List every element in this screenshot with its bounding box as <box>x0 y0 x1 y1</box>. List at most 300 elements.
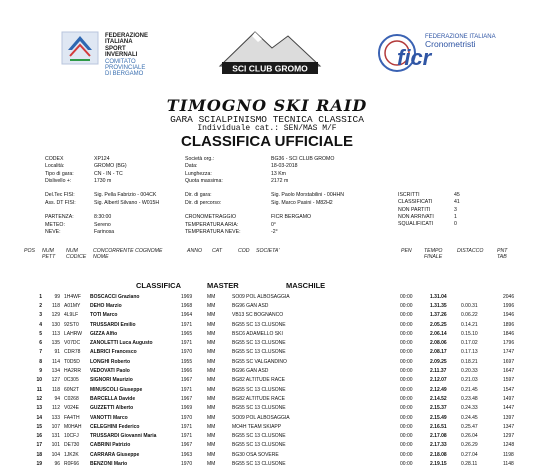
info-left-label: Tipo di gara: <box>45 170 74 177</box>
cell-name: LONGHI Roberto <box>90 358 130 365</box>
cell-cod: 0C305 <box>64 377 79 384</box>
cell-dist: 0.14.21 <box>461 321 478 328</box>
cell-pen: 00:00 <box>400 349 413 356</box>
cell-tempo: 1.37.26 <box>430 312 447 319</box>
gromo-logo-text: SCI CLUB GROMO <box>232 63 308 74</box>
info-left-label: Ass. DT FISI: <box>45 199 76 206</box>
info-mid-value <box>271 207 344 214</box>
cell-anno: 1969 <box>181 293 193 300</box>
table-row <box>30 292 523 301</box>
ficr-line: FEDERAZIONE ITALIANA <box>425 34 496 40</box>
cell-cod: DE730 <box>64 442 80 449</box>
info-left-label <box>45 207 76 214</box>
cell-pnt: 1347 <box>503 423 515 430</box>
cell-soc: BG96 GAN ASD <box>232 302 269 309</box>
cell-dist: 0.24.33 <box>461 405 478 412</box>
cell-anno: 1971 <box>181 321 193 328</box>
info-mid-label: Dir. di percorso: <box>185 199 222 206</box>
cell-anno: 1967 <box>181 442 193 449</box>
cell-cod: CDR78 <box>64 349 81 356</box>
table-row <box>30 404 523 413</box>
cell-cod: A01MY <box>64 302 81 309</box>
fisi-sub: COMITATO <box>105 58 136 65</box>
cell-soc: BG55 SC 13 CLUSONE <box>232 349 286 356</box>
cell-tempo: 2.18.08 <box>430 451 447 458</box>
cell-pen: 00:00 <box>400 377 413 384</box>
cell-pett: 104 <box>51 451 60 458</box>
cell-pos: 15 <box>36 423 42 430</box>
info-mid-value: FICR BERGAMO <box>271 214 312 221</box>
cell-cod: T0D5D <box>64 358 80 365</box>
cell-dist: 0.21.03 <box>461 377 478 384</box>
results-table <box>30 292 523 469</box>
info-mid-values <box>271 156 344 236</box>
info-left-label: METEO: <box>45 221 65 228</box>
cell-pett: 134 <box>51 368 60 375</box>
table-row <box>30 329 523 338</box>
cell-dist: 0.17.02 <box>461 340 478 347</box>
cell-cod: C0268 <box>64 395 79 402</box>
cell-tempo: 1.31.35 <box>430 302 447 309</box>
cell-pos: 5 <box>39 330 42 337</box>
cell-cod: HA2RR <box>64 368 81 375</box>
cell-cod: 10CFJ <box>64 433 79 440</box>
cell-pett: 129 <box>51 312 60 319</box>
cell-cat: MM <box>207 442 216 449</box>
info-mid-label: TEMPERATURA ARIA: <box>185 221 239 228</box>
cell-pen: 00:00 <box>400 358 413 365</box>
cell-name: GIZZA Alfio <box>90 330 118 337</box>
cell-pnt: 1697 <box>503 358 515 365</box>
table-row <box>30 459 523 468</box>
cell-tempo: 2.14.52 <box>430 395 447 402</box>
cell-soc: SO09 POL ALBOSAGGIA <box>232 414 290 421</box>
cell-cod: LAHRW <box>64 330 82 337</box>
cell-soc: BG55 SC VALGANDINO <box>232 358 287 365</box>
cell-pos: 2 <box>39 302 42 309</box>
cell-tempo: 2.19.15 <box>430 460 447 467</box>
cell-cat: MM <box>207 349 216 356</box>
cell-cat: MM <box>207 386 216 393</box>
cell-pnt: 1248 <box>503 442 515 449</box>
info-left-label: NEVE: <box>45 228 61 235</box>
cell-dist <box>461 292 503 301</box>
info-left-label: CODEX <box>45 156 64 162</box>
info-mid-value: 0° <box>271 221 276 228</box>
cell-pos: 11 <box>36 386 42 393</box>
cell-soc: BG82 ALTITUDE RACE <box>232 395 285 402</box>
info-left-values <box>94 156 159 236</box>
cell-pen: 00:00 <box>400 460 413 467</box>
cell-cat: MM <box>207 340 216 347</box>
cell-dist: 0.15.10 <box>461 330 478 337</box>
cell-dist: 0.26.29 <box>461 442 478 449</box>
info-right-value: 45 <box>454 192 460 198</box>
cell-cat: MM <box>207 395 216 402</box>
cell-anno: 1955 <box>181 358 193 365</box>
info-right-value: 3 <box>454 206 457 213</box>
info-mid-label: Quota massima: <box>185 177 223 184</box>
cell-anno: 1970 <box>181 460 193 467</box>
cell-tempo: 2.06.14 <box>430 330 447 337</box>
cell-tempo: 2.09.25 <box>430 358 447 365</box>
cell-dist: 0.17.13 <box>461 349 478 356</box>
fisi-logo <box>60 28 100 68</box>
cell-cat: MM <box>207 460 216 467</box>
sci-club-gromo-logo <box>210 22 330 80</box>
cell-pett: 130 <box>51 321 60 328</box>
cell-name: BOSCACCI Graziano <box>90 293 140 300</box>
cell-anno: 1967 <box>181 377 193 384</box>
info-mid-label <box>185 185 241 192</box>
cell-pnt: 1896 <box>503 321 515 328</box>
cell-soc: BG55 SC 13 CLUSONE <box>232 405 286 412</box>
ficr-logo <box>375 28 496 78</box>
info-mid-value: 18-03-2018 <box>271 163 298 170</box>
info-mid-label: Data: <box>185 163 198 170</box>
cell-soc: MO4H TEAM SKIAPP <box>232 423 282 430</box>
info-left-label: PARTENZA: <box>45 214 74 221</box>
cell-dist: 0.25.47 <box>461 423 478 430</box>
info-left-label: Dislivello +: <box>45 177 72 184</box>
cell-anno: 1964 <box>181 312 193 319</box>
cell-name: GUZZETTI Alberto <box>90 405 134 412</box>
cell-pen: 00:00 <box>400 368 413 375</box>
col-cod: COD <box>238 248 250 254</box>
info-right-label: SQUALIFICATI <box>398 221 434 228</box>
info-mid-label <box>185 207 241 214</box>
info-right-label: ISCRITTI <box>398 192 420 198</box>
cell-pen: 00:00 <box>400 321 413 328</box>
cell-cod: R0F66 <box>64 460 80 467</box>
info-left-label <box>45 185 76 192</box>
cell-cat: MM <box>207 293 216 300</box>
cell-cod: 1H4WF <box>64 293 81 300</box>
cell-tempo: 2.17.08 <box>430 433 447 440</box>
cell-pen: 00:00 <box>400 395 413 402</box>
race-category: Individuale cat.: SEN/MAS M/F <box>197 124 337 133</box>
cell-cat: MM <box>207 405 216 412</box>
table-row <box>30 413 523 422</box>
fisi-line: ITALIANA <box>105 39 133 46</box>
cell-name: SIGNORI Maurizio <box>90 377 133 384</box>
cell-cod: FA4TH <box>64 414 80 421</box>
cell-cat: MM <box>207 358 216 365</box>
cell-pen: 00:00 <box>400 433 413 440</box>
cell-pett: 94 <box>54 395 60 402</box>
cell-cat: MM <box>207 312 216 319</box>
cell-cat: MM <box>207 433 216 440</box>
info-left-label: Località: <box>45 163 65 170</box>
info-right-label: CLASSIFICATI <box>398 199 433 206</box>
cell-pen: 00:00 <box>400 330 413 337</box>
fisi-sub: DI BERGAMO <box>105 71 144 78</box>
cell-cod: 92ST0 <box>64 321 79 328</box>
table-row <box>30 301 523 310</box>
cell-tempo: 2.11.37 <box>430 368 447 375</box>
cell-anno: 1966 <box>181 368 193 375</box>
info-right-value: 1 <box>454 213 457 220</box>
cell-pen: 00:00 <box>400 312 413 319</box>
info-mid-value: Sig. Marco Pasini - M82H2 <box>271 199 333 206</box>
cell-name: CARRARA Giuseppe <box>90 451 140 458</box>
cell-soc: BG82 ALTITUDE RACE <box>232 377 285 384</box>
cell-pett: 135 <box>51 340 60 347</box>
cell-pett: 107 <box>51 423 60 430</box>
cell-dist: 0.26.04 <box>461 433 478 440</box>
col-pen: PEN <box>401 248 412 254</box>
cell-pnt: 1747 <box>503 349 515 356</box>
info-left-value: Farinosa <box>94 228 115 235</box>
cell-pnt: 1397 <box>503 414 515 421</box>
cell-pen: 00:00 <box>400 442 413 449</box>
cell-pen: 00:00 <box>400 451 413 458</box>
cell-cat: MM <box>207 368 216 375</box>
cell-tempo: 2.08.17 <box>430 349 447 356</box>
cell-pett: 101 <box>51 442 60 449</box>
race-subtitle: GARA SCIALPINISMO TECNICA CLASSICA <box>170 114 364 125</box>
info-mid-value: -2° <box>271 228 278 235</box>
cell-soc: BG55 SC 13 CLUSONE <box>232 442 286 449</box>
col-societa: SOCIETA' <box>256 248 280 254</box>
table-row <box>30 450 523 459</box>
fisi-text <box>105 33 148 78</box>
ficr-word: ficr <box>397 45 432 70</box>
col-anno: ANNO <box>187 248 202 254</box>
cell-pos: 4 <box>39 321 42 328</box>
info-mid-label: Lunghezza: <box>185 170 212 177</box>
fisi-line: INVERNALI <box>105 52 138 59</box>
cell-name: VEDOVATI Paolo <box>90 368 130 375</box>
cell-name: TRUSSARDI Giovanni Maria <box>90 433 157 440</box>
cell-pnt: 1198 <box>503 451 514 458</box>
cell-pen: 00:00 <box>400 302 413 309</box>
cell-pos: 14 <box>36 414 42 421</box>
info-right-labels <box>398 192 434 228</box>
cell-cat: MM <box>207 302 216 309</box>
col-cat: CAT <box>212 248 222 254</box>
cell-pett: 118 <box>52 386 60 393</box>
cell-soc: BG30 OSA SOVERE <box>232 451 279 458</box>
cell-pen: 00:00 <box>400 340 413 347</box>
cell-pen: 00:00 <box>400 386 413 393</box>
cell-soc: BG55 SC 13 CLUSONE <box>232 321 286 328</box>
col-distacco: DISTACCO <box>457 248 484 254</box>
cell-tempo: 2.12.07 <box>430 377 447 384</box>
cell-tempo: 2.17.33 <box>430 442 447 449</box>
cell-tempo: 1.31.04 <box>430 293 447 300</box>
table-row <box>30 348 523 357</box>
info-left-value: Sereno <box>94 221 111 228</box>
cell-pos: 10 <box>36 377 42 384</box>
cell-name: MINUSCOLI Giuseppe <box>90 386 143 393</box>
cell-anno: 1971 <box>181 386 193 393</box>
cell-pos: 3 <box>39 312 42 319</box>
cell-tempo: 2.05.25 <box>430 321 447 328</box>
cell-tempo: 2.15.37 <box>430 405 447 412</box>
info-left-value: XP124 <box>94 156 110 162</box>
cell-pos: 16 <box>36 433 42 440</box>
cell-pett: 118 <box>52 302 60 309</box>
cell-pett: 99 <box>54 293 60 300</box>
cell-cat: MM <box>207 377 216 384</box>
col-pnt: PNT TAB <box>497 248 508 260</box>
col-pos: POS <box>24 248 35 254</box>
cell-dist: 0.06.22 <box>461 312 478 319</box>
table-row <box>30 357 523 366</box>
cell-pett: 91 <box>54 349 60 356</box>
cell-dist: 0.00.31 <box>461 302 478 309</box>
cat-master: MASTER <box>207 281 239 290</box>
col-codice: NUM CODICE <box>66 248 87 260</box>
cell-pos: 17 <box>36 442 42 449</box>
cell-name: ALBRICI Francesco <box>90 349 137 356</box>
info-right-label: NON PARTITI <box>398 206 431 213</box>
cell-cod: M0HAH <box>64 423 82 430</box>
info-mid-value: 2172 m <box>271 177 289 184</box>
table-row <box>30 320 523 329</box>
cell-cat: MM <box>207 451 216 458</box>
cell-tempo: 2.15.49 <box>430 414 447 421</box>
info-mid-value: BG36 - SCI CLUB GROMO <box>271 156 335 162</box>
cell-soc: BG55 SC 13 CLUSONE <box>232 340 286 347</box>
info-left-value <box>94 185 159 192</box>
cell-pos: 13 <box>36 405 42 412</box>
cell-pos: 19 <box>36 460 42 467</box>
cell-pen: 00:00 <box>400 293 413 300</box>
fisi-line: SPORT <box>105 45 126 52</box>
col-name: CONCORRENTE COGNOME NOME <box>93 248 163 260</box>
cell-pnt: 1996 <box>503 302 515 309</box>
cell-anno: 1970 <box>181 414 193 421</box>
info-right-value: 41 <box>454 199 460 206</box>
info-mid-value: 13 Km <box>271 170 286 177</box>
cell-pnt: 1447 <box>503 405 515 412</box>
cell-cat: MM <box>207 414 216 421</box>
cell-soc: BG55 SC 13 CLUSONE <box>232 386 286 393</box>
cell-pen: 00:00 <box>400 405 413 412</box>
cell-dist: 0.20.33 <box>461 368 478 375</box>
info-mid-label: Dir. di gara: <box>185 192 212 199</box>
info-mid-value: Sig. Paolo Morstabilini - 00HHN <box>271 192 344 199</box>
cell-name: ZANOLETTI Luca Augusto <box>90 340 153 347</box>
cell-soc: BG96 GAN ASD <box>232 368 269 375</box>
table-row <box>30 338 523 347</box>
info-left-labels <box>45 156 76 236</box>
cell-name: TOTI Marco <box>90 312 118 319</box>
info-right-label: NON ARRIVATI <box>398 213 434 220</box>
cell-pos: 6 <box>39 340 42 347</box>
cell-dist: 0.21.45 <box>461 386 478 393</box>
cell-tempo: 2.08.06 <box>430 340 447 347</box>
col-pett: NUM PETT <box>42 248 56 260</box>
cell-pett: 113 <box>52 330 60 337</box>
cat-classifica: CLASSIFICA <box>136 281 181 290</box>
table-row <box>30 376 523 385</box>
cell-pett: 96 <box>54 460 60 467</box>
cell-anno: 1963 <box>181 451 193 458</box>
cell-pnt: 1946 <box>503 312 515 319</box>
cell-pett: 133 <box>51 414 60 421</box>
table-row <box>30 394 523 403</box>
cell-cat: MM <box>207 330 216 337</box>
cell-anno: 1965 <box>181 330 193 337</box>
info-left-value <box>94 207 159 214</box>
cell-soc: SO09 POL ALBOSAGGIA <box>232 293 290 300</box>
cell-cod: V07DC <box>64 340 81 347</box>
info-right-values <box>454 192 460 228</box>
info-left-value: 1730 m <box>94 177 112 184</box>
table-row <box>30 366 523 375</box>
info-mid-labels <box>185 156 241 236</box>
table-row <box>30 431 523 440</box>
cell-pos: 8 <box>39 358 42 365</box>
fisi-sub: PROVINCIALE <box>105 65 146 72</box>
cell-pnt: 2046 <box>503 293 515 300</box>
table-row <box>30 441 523 450</box>
cell-pnt: 1597 <box>503 377 515 384</box>
cell-pett: 127 <box>51 377 60 384</box>
ficr-line: Cronometristi <box>425 39 476 49</box>
classifica-ufficiale: CLASSIFICA UFFICIALE <box>181 133 353 150</box>
cell-pos: 1 <box>39 293 42 300</box>
cell-pos: 18 <box>36 451 42 458</box>
cell-cod: 1JK2K <box>64 451 79 458</box>
cell-pnt: 1796 <box>503 340 515 347</box>
cell-dist: 0.27.04 <box>461 451 478 458</box>
cell-anno: 1969 <box>181 405 193 412</box>
table-row <box>30 311 523 320</box>
cell-anno: 1970 <box>181 349 193 356</box>
table-row <box>30 385 523 394</box>
table-row <box>30 422 523 431</box>
cell-dist: 0.28.11 <box>461 460 478 467</box>
cell-soc: BSC6 ADAMELLO SKI <box>232 330 283 337</box>
cell-name: DEHO Marzio <box>90 302 122 309</box>
col-tempo: TEMPO FINALE <box>424 248 443 260</box>
info-mid-label: TEMPERATURA NEVE: <box>185 228 241 235</box>
info-left-label: Del.Tec FISI: <box>45 192 75 199</box>
cell-soc: BG55 SC 13 CLUSONE <box>232 460 286 467</box>
cell-name: BENZONI Mario <box>90 460 128 467</box>
cell-cat: MM <box>207 423 216 430</box>
cell-anno: 1967 <box>181 395 193 402</box>
cell-tempo: 2.16.51 <box>430 423 447 430</box>
cell-pnt: 1647 <box>503 368 515 375</box>
info-left-value: Sig. Albertl Silvano - W015H <box>94 199 160 206</box>
info-left-value: GROMO (BG) <box>94 163 127 170</box>
cell-anno: 1971 <box>181 340 193 347</box>
cell-pnt: 1497 <box>503 395 515 402</box>
cell-tempo: 2.12.49 <box>430 386 447 393</box>
cell-pnt: 1547 <box>503 386 515 393</box>
cell-pett: 112 <box>52 405 60 412</box>
info-left-value: 8:30:00 <box>94 214 112 221</box>
info-mid-value <box>271 185 344 192</box>
cell-name: TRUSSARDI Emilio <box>90 321 136 328</box>
cell-anno: 1971 <box>181 433 193 440</box>
info-left-value: CN - IN - TC <box>94 170 123 177</box>
info-left-value: Sig. Pella Fabrizio - 004CK <box>94 192 157 199</box>
info-mid-label: CRONOMETRAGGIO <box>185 214 237 221</box>
cell-anno: 1971 <box>181 423 193 430</box>
cell-pnt: 1846 <box>503 330 515 337</box>
cell-cod: 4L9LF <box>64 312 79 319</box>
cell-name: VANOTTI Marco <box>90 414 128 421</box>
cell-pos: 12 <box>36 395 42 402</box>
cell-pos: 9 <box>39 368 42 375</box>
cell-dist: 0.18.21 <box>461 358 478 365</box>
